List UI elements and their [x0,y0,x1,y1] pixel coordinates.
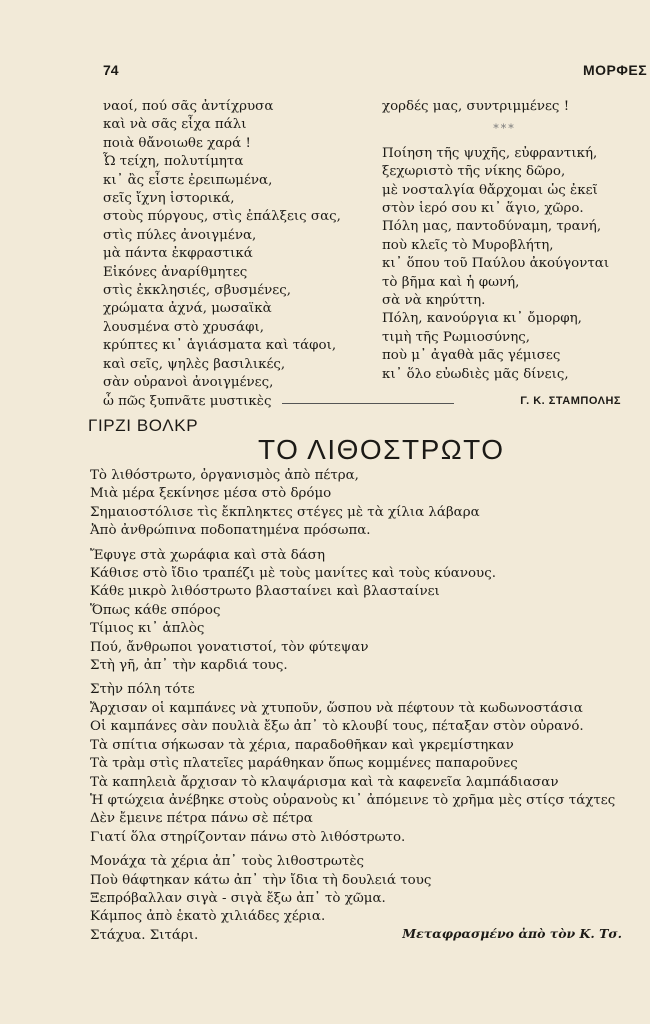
poem-line: Τὰ σπίτια σήκωσαν τὰ χέρια, παραδοθῆκαν καὶ γκρεμίστηκαν [90,737,514,753]
translator-credit: Μεταφρασμένο ἀπὸ τὸν Κ. Τσ. [402,926,622,941]
poem-line: Μιὰ μέρα ξεκίνησε μέσα στὸ δρόμο [90,486,332,502]
poem-line: Σημαιοστόλισε τὶς ἔκπληκτες στέγες μὲ τὰ χίλια λάβαρα [90,504,480,520]
poem-line: μὰ πάντα ἐκφραστικά [103,246,253,262]
poem-line: στὸν ἱερό σου κι᾽ ἅγιο, χῶρο. [382,201,584,217]
poem-line: Εἰκόνες ἀναρίθμητες [103,264,248,280]
poem-line: καὶ σεῖς, ψηλὲς βασιλικές, [103,356,286,372]
poem-line: Κάθε μικρὸ λιθόστρωτο βλασταίνει καὶ βλασταίνει [90,584,440,600]
poem-title: ΤΟ ΛΙΘΟΣΤΡΩΤΟ [258,434,505,465]
poem-line: Τὰ τρὰμ στὶς πλατεῖες μαράθηκαν ὅπως κομμένες παπαροῦνες [90,756,518,772]
left-column-poem [103,98,373,411]
poem-line: Πόλη μας, παντοδύναμη, τρανή, [382,219,602,235]
poem-line: Ὦ τείχη, πολυτίμητα [103,154,244,170]
poem-line: Ἡ φτώχεια ἀνέβηκε στοὺς οὐρανοὺς κι᾽ ἀπόμεινε τὸ χρῆμα μὲς στίςσ τάχτες [90,792,616,808]
poem-line: Στάχυα. Σιτάρι. [90,927,199,943]
poem-line: Ἄρχισαν οἱ καμπάνες νὰ χτυποῦν, ὥσπου νὰ πέφτουν τὰ κωδωνοστάσια [90,700,583,716]
page-number: 74 [103,62,119,78]
poem-line: σὰ νὰ κηρύττη. [382,293,486,309]
section-separator: *** [493,122,516,136]
poem-line: Στὴ γῆ, ἀπ᾽ τὴν καρδιά τους. [90,658,288,674]
poem-line: μὲ νοσταλγία θἄρχομαι ὡς ἐκεῖ [382,182,598,198]
poem-line: Οἱ καμπάνες σὰν πουλιὰ ἔξω ἀπ᾽ τὸ κλουβί τους, πέταξαν στὸν οὐρανό. [90,719,584,735]
journal-title: ΜΟΡΦΕΣ [583,62,648,78]
poem-line: Ποὺ θάφτηκαν κάτω ἀπ᾽ τὴν ἴδια τὴ δουλειά τους [90,872,432,888]
poem-line: ξεχωριστὸ τῆς νίκης δῶρο, [382,164,566,180]
poem-line: καὶ νὰ σᾶς εἶχα πάλι [103,117,247,133]
poem-body [90,467,640,945]
poem-line: Τὸ λιθόστρωτο, ὀργανισμὸς ἀπὸ πέτρα, [90,468,359,483]
poem-author: ΓΙΡΖΙ ΒΟΛΚΡ [88,416,199,435]
poem-line: σεῖς ἴχνη ἱστορικά, [103,191,235,207]
poem-line: χορδές μας, συντριμμένες ! [382,99,570,114]
poem-line: χρώματα ἀχνά, μωσαϊκὰ [103,301,272,317]
poem-line: Ξεπρόβαλλαν σιγὰ - σιγὰ ἔξω ἀπ᾽ τὸ χῶμα. [90,890,386,906]
poem-line: ποὺ μ᾽ ἀγαθὰ μᾶς γέμισες [382,348,561,364]
poem-line: κι᾽ ὅπου τοῦ Παύλου ἀκούγονται [382,256,610,272]
poem-line: ναοί, πού σᾶς ἀντίχρυσα [103,99,274,114]
poem-line: Γιατί ὅλα στηρίζονταν πάνω στὸ λιθόστρωτο. [90,829,406,845]
poem-line: σὰν οὐρανοὶ ἀνοιγμένες, [103,375,274,391]
poem-line: Μονάχα τὰ χέρια ἀπ᾽ τοὺς λιθοστρωτὲς [90,854,365,870]
poem-line: ποὺ κλεῖς τὸ Μυροβλήτη, [382,237,554,253]
poem-line: κρύπτες κι᾽ ἁγιάσματα καὶ τάφοι, [103,338,337,354]
poem-line: κι᾽ ἂς εἶστε ἐρειπωμένα, [103,172,273,188]
poem-line: λουσμένα στὸ χρυσάφι, [103,319,264,335]
poem-line: ὦ πῶς ξυπνᾶτε μυστικὲς [103,393,272,409]
poem-line: Ἔφυγε στὰ χωράφια καὶ στὰ δάση [90,547,325,563]
poem-line: Κάμπος ἀπὸ ἑκατὸ χιλιάδες χέρια. [90,909,326,925]
right-column-poem [382,98,627,411]
poem-line: στὶς πύλες ἀνοιγμένα, [103,227,257,243]
poem-line: Πού, ἄνθρωποι γονατιστοί, τὸν φύτεψαν [90,639,369,655]
poem-line: Δὲν ἔμεινε πέτρα πάνω σὲ πέτρα [90,811,313,827]
poem-line: Ἀπὸ ἀνθρώπινα ποδοπατημένα πρόσωπα. [90,523,371,539]
poem-line: Τὰ καπηλειὰ ἄρχισαν τὸ κλαψάρισμα καὶ τὰ καφενεῖα λαμπάδιασαν [90,774,559,790]
poem-line: στοὺς πύργους, στὶς ἐπάλξεις σας, [103,209,341,225]
poem-line: Ὅπως κάθε σπόρος [90,602,221,618]
author-signature: Γ. Κ. ΣΤΑΜΠΟΛΗΣ [520,395,621,408]
poem-line: Κάθισε στὸ ἴδιο τραπέζι μὲ τοὺς μανίτες καὶ τοὺς κύανους. [90,566,496,582]
poem-line: τιμὴ τῆς Ρωμιοσύνης, [382,329,530,345]
poem-line: ποιὰ θἄνοιωθε χαρά ! [103,135,251,151]
poem-line: Στὴν πόλη τότε [90,682,195,698]
poem-line: Ποίηση τῆς ψυχῆς, εὐφραντική, [382,145,598,161]
poem-line: τὸ βῆμα καὶ ἡ φωνή, [382,274,520,290]
poem-line: Πόλη, κανούργια κι᾽ ὄμορφη, [382,311,582,327]
section-divider [282,403,454,404]
poem-line: στὶς ἐκκλησιές, σβυσμένες, [103,283,291,299]
poem-line: κι᾽ ὅλο εὐωδιὲς μᾶς δίνεις, [382,366,569,382]
poem-line: Τίμιος κι᾽ ἁπλὸς [90,621,205,637]
